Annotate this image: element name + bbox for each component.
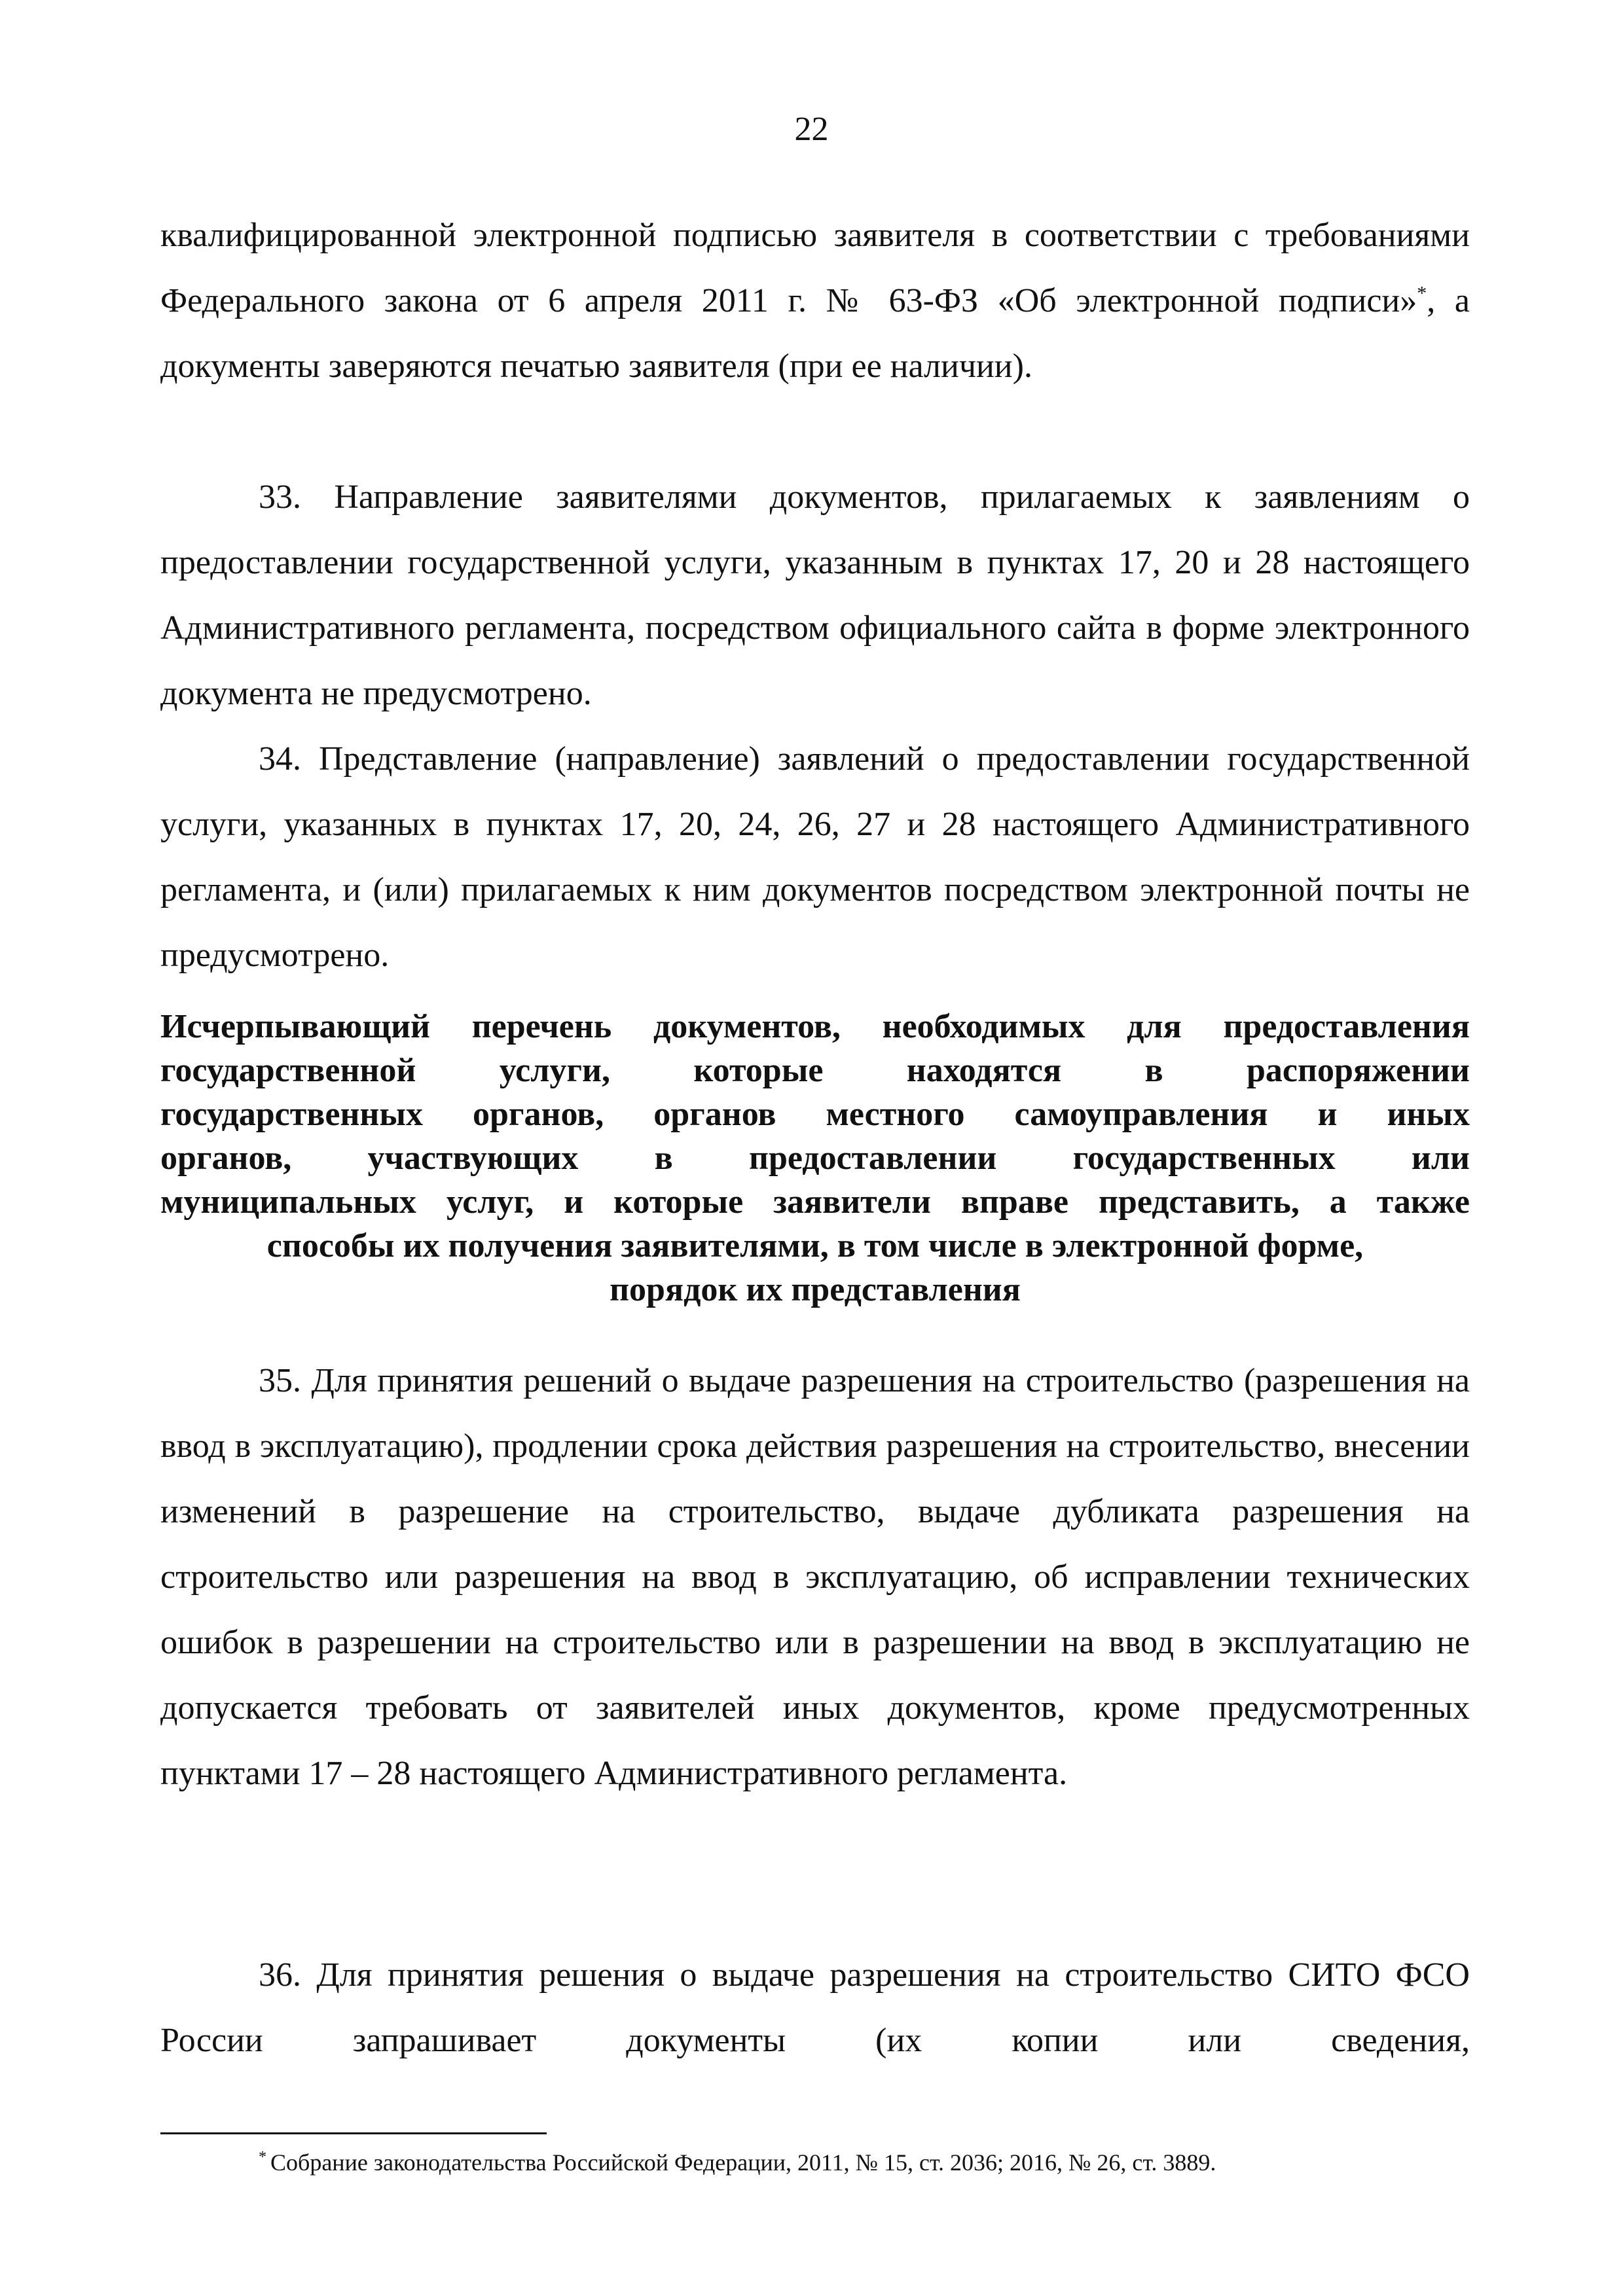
paragraph-text: Направление заявителями документов, прилагаемых к заявлениям о предоставлении государственной услуги, указанным в пунктах 17, 20 и 28 настоящего Административного регламента, посредством официального сайта в форме электронного документа не предусмотрено. — [160, 478, 1470, 712]
heading-line: муниципальных услуг, и которые заявители вправе представить, а также — [160, 1183, 1470, 1221]
paragraph-34 — [160, 726, 1470, 988]
heading-line: порядок их представления — [610, 1271, 1021, 1308]
paragraph-33 — [160, 465, 1470, 726]
footnote-divider — [160, 2132, 547, 2134]
footnote-mark: * — [259, 2149, 266, 2166]
paragraph-number: 34. — [259, 740, 301, 778]
intro-paragraph — [160, 203, 1470, 399]
heading-line: Исчерпывающий перечень документов, необходимых для предоставления — [160, 1008, 1470, 1045]
footnote-text: Собрание законодательства Российской Федерации, 2011, № 15, ст. 2036; 2016, № 26, ст. 3889. — [270, 2149, 1216, 2176]
footnote-reference-mark: * — [1417, 282, 1427, 304]
page-number: 22 — [794, 111, 829, 148]
paragraph-number: 36. — [259, 1956, 301, 1994]
paragraph-text: Для принятия решения о выдаче разрешения на строительство СИТО ФСО России запрашивает документы (их копии или сведения, — [160, 1956, 1470, 2059]
heading-line: способы их получения заявителями, в том числе в электронной форме, — [266, 1227, 1364, 1265]
intro-text-before: квалифицированной электронной подписью заявителя в соответствии с требованиями Федерального закона от 6 апреля 2011 г. № 63-ФЗ «Об электронной подписи» — [160, 217, 1470, 319]
paragraph-number: 35. — [259, 1362, 301, 1399]
footnote — [259, 2148, 1216, 2177]
heading-line: государственной услуги, которые находятся в распоряжении — [160, 1052, 1470, 1089]
section-heading — [160, 1005, 1470, 1312]
paragraph-number: 33. — [259, 478, 301, 516]
paragraph-text: Для принятия решений о выдаче разрешения на строительство (разрешения на ввод в эксплуатацию), продлении срока действия разрешения на строительство, внесении изменений в разрешение на строительство, выдаче дубликата разрешения на строительство или разрешения на ввод в эксплуатацию, об исправлении технических ошибок в разрешении на строительство или в разрешении на ввод в эксплуатацию не допускается требовать от заявителей иных документов, кроме предусмотренных пунктами 17 – 28 настоящего Административного регламента. — [160, 1362, 1470, 1792]
paragraph-text: Представление (направление) заявлений о предоставлении государственной услуги, указанных в пунктах 17, 20, 24, 26, 27 и 28 настоящего Административного регламента, и (или) прилагаемых к ним документов посредством электронной почты не предусмотрено. — [160, 740, 1470, 974]
paragraph-36 — [160, 1943, 1470, 2073]
heading-line: органов, участвующих в предоставлении государственных или — [160, 1139, 1470, 1177]
intro-text-after: , а документы заверяются печатью заявителя (при ее наличии). — [160, 282, 1470, 385]
heading-line: государственных органов, органов местного самоуправления и иных — [160, 1096, 1470, 1133]
paragraph-35 — [160, 1348, 1470, 1806]
